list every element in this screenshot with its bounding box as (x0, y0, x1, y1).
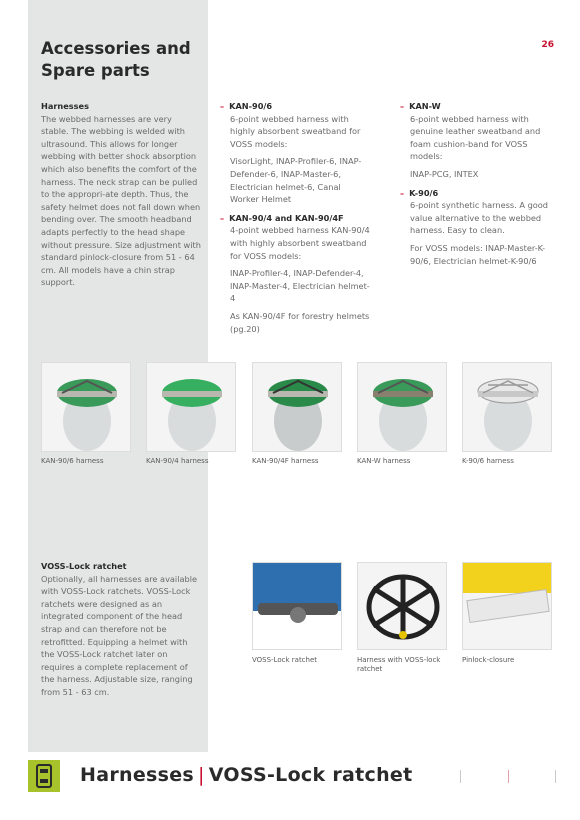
ratchet-body: Optionally, all harnesses are available with VOSS-Lock ratchets. VOSS-Lock ratchets were designed as an integrated component of the head strap and can therefore not be retrofitted. Equipping a helmet with the VOSS-Lock ratchet later on requires a complete replacement of the harness. Adjustable size, ranging from 51 - 63 cm. (41, 573, 198, 697)
ratchet-photo-pinlock (462, 562, 552, 650)
caption-harness-with-ratchet: Harness with VOSS-lock ratchet (357, 656, 441, 673)
caption-kan-90-6: KAN-90/6 harness (41, 457, 104, 465)
product-models: For VOSS models: INAP-Master-K-90/6, Electrician helmet-K-90/6 (410, 242, 546, 266)
product-models: VisorLight, INAP-Profiler-6, INAP-Defender-6, INAP-Master-6, Electrician helmet-6, Canal Worker Helmet (230, 156, 362, 205)
footer-tick (460, 770, 461, 783)
product-note: As KAN-90/4F for forestry helmets (pg.20) (230, 310, 370, 334)
page-title-line-2: Spare parts (41, 61, 150, 80)
helmet-head-illustration (253, 363, 342, 452)
harnesses-section (41, 100, 201, 294)
helmet-head-illustration (463, 363, 552, 452)
ratchet-illustration (253, 563, 342, 650)
product-description: 6-point webbed harness with highly absorbent sweatband for VOSS models: (230, 113, 361, 149)
product-description: 6-point synthetic harness. A good value alternative to the webbed harness. Easy to clean. (410, 200, 548, 236)
harness-photo-kan-w (357, 362, 447, 452)
dash-marker: – (400, 101, 405, 111)
footer-title (80, 764, 412, 786)
ratchet-photo-harness (357, 562, 447, 650)
caption-voss-lock-ratchet: VOSS-Lock ratchet (252, 656, 318, 664)
harness-top-view-illustration (358, 563, 447, 650)
page-title (41, 38, 211, 82)
harness-photo-kan-90-4 (146, 362, 236, 452)
footer-tick-accent (508, 770, 509, 783)
caption-pinlock-closure: Pinlock-closure (462, 656, 515, 664)
harness-photo-k-90-6 (462, 362, 552, 452)
helmet-head-illustration (42, 363, 131, 452)
product-title: KAN-90/4 and KAN-90/4F (229, 212, 344, 223)
product-column-1 (220, 100, 370, 341)
caption-kan-w: KAN-W harness (357, 457, 411, 465)
caption-kan-90-4: KAN-90/4 harness (146, 457, 209, 465)
helmet-head-illustration (358, 363, 447, 452)
dash-marker: – (220, 101, 225, 111)
dash-marker: – (400, 187, 405, 198)
footer-bar (0, 752, 580, 820)
harnesses-body: The webbed harnesses are very stable. The webbing is welded with ultrasound. This allows for longer webbing with better shock absorption which also benefits the comfort of the harness. The neck strap can be pulled to the appropri-ate depth. Thus, the safety helmet does not fall down when bending over. The smooth headband adapts perfectly to the head shape without pressure. Size adjustment with standard pinlock-closure from 51 - 64 cm. All models have a chin strap support. (41, 113, 201, 288)
dash-marker: – (220, 212, 225, 223)
product-kan-90-6 (220, 100, 370, 206)
product-title: K-90/6 (409, 187, 439, 198)
caption-k-90-6: K-90/6 harness (462, 457, 514, 465)
product-k-90-6 (400, 187, 558, 268)
page-number: 26 (541, 40, 554, 50)
product-title: KAN-W (409, 101, 441, 111)
footer-title-harnesses: Harnesses (80, 764, 195, 786)
product-column-2 (400, 100, 558, 273)
footer-title-voss-lock: VOSS-Lock ratchet (208, 764, 413, 786)
ratchet-photo-voss-lock (252, 562, 342, 650)
ratchet-section (41, 560, 201, 704)
helmet-head-illustration (147, 363, 236, 452)
footer-title-separator: | (198, 764, 205, 786)
product-models: INAP-PCG, INTEX (410, 168, 479, 179)
product-kan-90-4 (220, 212, 370, 335)
harness-photo-kan-90-6 (41, 362, 131, 452)
product-description: 4-point webbed harness KAN-90/4 with highly absorbent sweatband for VOSS models: (230, 225, 370, 261)
product-title: KAN-90/6 (229, 101, 273, 111)
harnesses-heading: Harnesses (41, 101, 89, 111)
product-models: INAP-Profiler-4, INAP-Defender-4, INAP-Master-4, Electrician helmet-4 (230, 268, 370, 304)
harness-category-icon (28, 760, 60, 792)
harness-photo-kan-90-4f (252, 362, 342, 452)
footer-tick (555, 770, 556, 783)
product-kan-w (400, 100, 558, 181)
ratchet-heading: VOSS-Lock ratchet (41, 561, 127, 571)
page-title-line-1: Accessories and (41, 39, 191, 58)
pinlock-illustration (463, 563, 552, 650)
product-description: 6-point webbed harness with genuine leather sweatband and foam cushion-band for VOSS models: (410, 113, 541, 162)
caption-kan-90-4f: KAN-90/4F harness (252, 457, 319, 465)
